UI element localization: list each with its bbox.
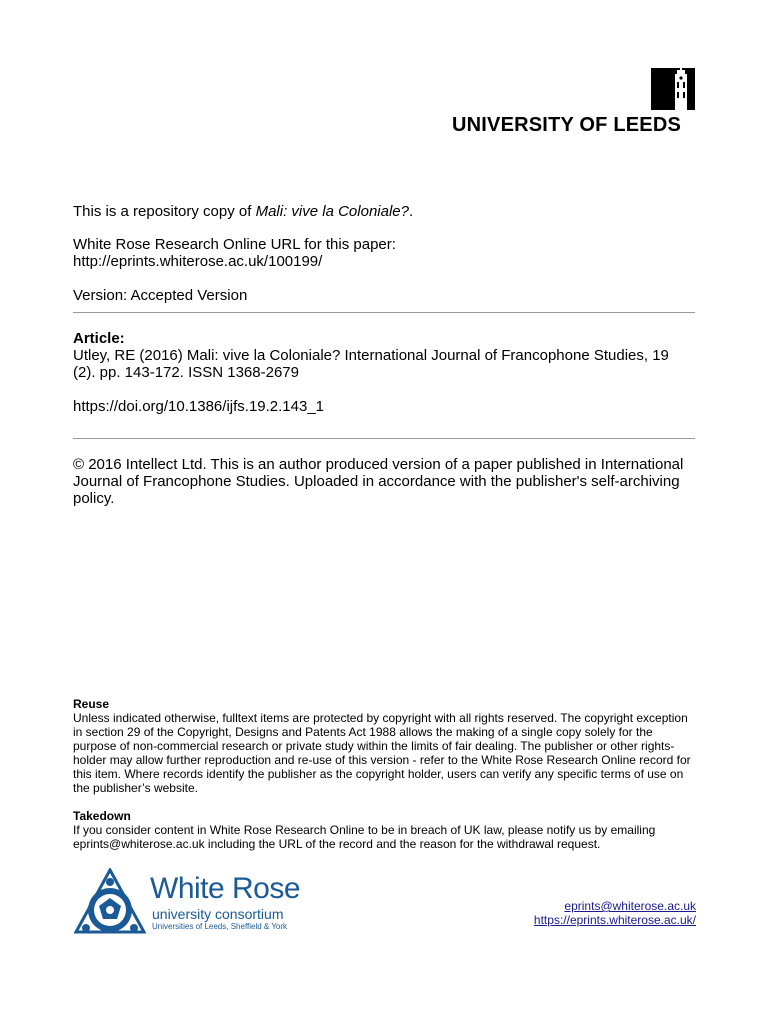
- repository-copy-line: This is a repository copy of Mali: vive la Coloniale?.: [73, 203, 414, 220]
- citation-line: (2). pp. 143-172. ISSN 1368-2679: [73, 364, 299, 381]
- university-of-leeds-logo: [452, 68, 696, 138]
- divider: [73, 312, 695, 313]
- copyright-statement: © 2016 Intellect Ltd. This is an author produced version of a paper published in International Journal of Francophone Studies. Uploaded in accordance with the publisher's self-archiving policy.: [73, 456, 684, 507]
- article-block: [73, 330, 698, 415]
- divider: [73, 438, 695, 439]
- reuse-section: [73, 697, 698, 795]
- doi-link: https://doi.org/10.1386/ijfs.19.2.143_1: [73, 398, 325, 415]
- paper-title: Mali: vive la Coloniale?: [255, 203, 409, 220]
- url-block: [73, 236, 698, 270]
- leeds-tower-icon: [651, 68, 695, 110]
- url-label: White Rose Research Online URL for this paper:: [73, 236, 396, 253]
- white-rose-emblem-icon: [74, 868, 146, 936]
- takedown-heading: Takedown: [73, 809, 131, 823]
- version-line: Version: Accepted Version: [73, 287, 248, 304]
- website-link[interactable]: https://eprints.whiterose.ac.uk/: [533, 913, 696, 927]
- university-name: UNIVERSITY OF LEEDS: [452, 114, 682, 136]
- email-link[interactable]: eprints@whiterose.ac.uk: [564, 899, 696, 913]
- article-heading: Article:: [73, 330, 125, 347]
- takedown-section: [73, 809, 698, 851]
- white-rose-tagline: Universities of Leeds, Sheffield & York: [152, 922, 288, 931]
- paper-url: http://eprints.whiterose.ac.uk/100199/: [73, 253, 323, 270]
- reuse-heading: Reuse: [73, 697, 110, 711]
- reuse-text: Unless indicated otherwise, fulltext items are protected by copyright with all rights reserved. The copyright exception in section 29 of the Copyright, Designs and Patents Act 1988 allows the making of a single copy solely for the purpose of non-commercial research or private study within the limits of fair dealing. The publisher or other rights-holder may allow further reproduction and re-use of this version - refer to the White Rose Research Online record for this item. Where records identify the publisher as the copyright holder, users can verify any specific terms of use on the publisher’s website.: [73, 711, 691, 795]
- takedown-text: If you consider content in White Rose Research Online to be in breach of UK law, please notify us by emailing eprints@whiterose.ac.uk including the URL of the record and the reason for the withdrawal request.: [73, 823, 656, 851]
- white-rose-title: White Rose: [150, 872, 301, 905]
- white-rose-subtitle: university consortium: [152, 906, 284, 922]
- citation-line: Utley, RE (2016) Mali: vive la Coloniale? International Journal of Francophone Studies, 19: [73, 347, 669, 364]
- footer-links: [534, 899, 696, 927]
- white-rose-logo: [74, 868, 301, 938]
